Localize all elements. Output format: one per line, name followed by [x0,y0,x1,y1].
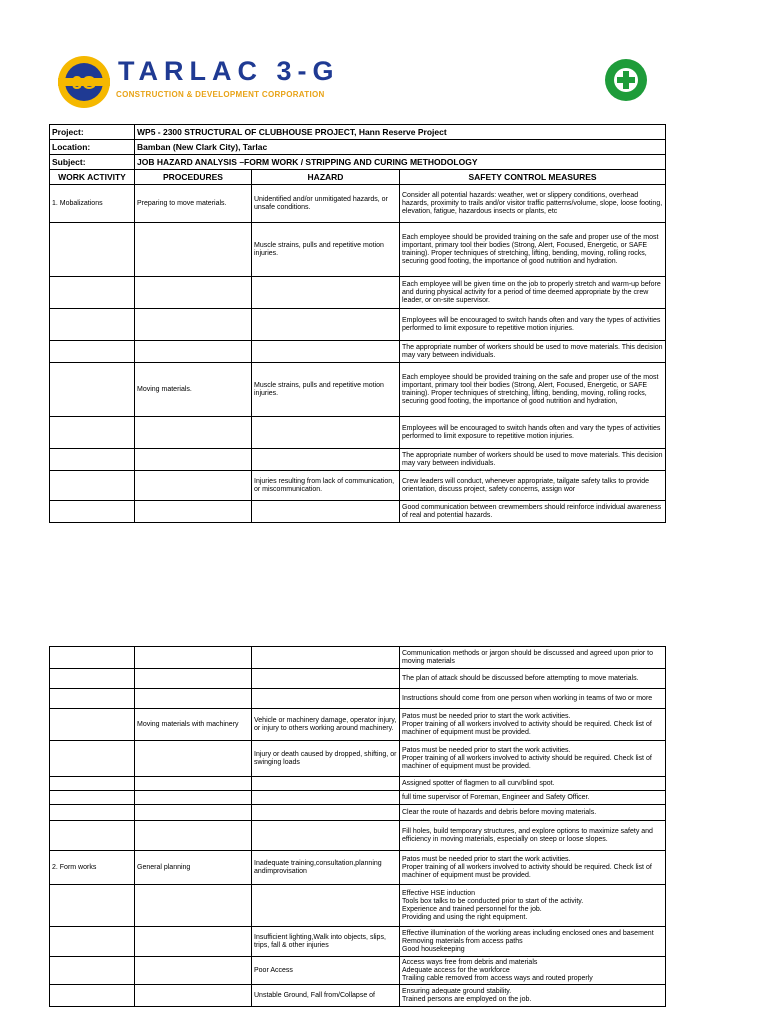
cell-activity [50,985,135,1007]
cell-control: Patos must be needed prior to start the work activities. Proper training of all workers involved to activity should be required. Check list of machiner of equipment must be provided. [400,741,666,777]
cell-hazard [252,647,400,669]
cell-activity [50,709,135,741]
table-row [50,277,666,309]
table-row [50,669,666,689]
cell-activity [50,791,135,805]
project-row [50,125,666,140]
cell-activity [50,927,135,957]
cell-control: Assigned spotter of flagmen to all curv/blind spot. [400,777,666,791]
cell-procedure: Preparing to move materials. [135,185,252,223]
table-row [50,185,666,223]
table-row [50,957,666,985]
project-label: Project: [50,125,135,140]
location-label: Location: [50,140,135,155]
cell-activity: 2. Form works [50,851,135,885]
subject-value: JOB HAZARD ANALYSIS –FORM WORK / STRIPPING AND CURING METHODOLOGY [135,155,666,170]
cell-procedure [135,927,252,957]
table-row [50,777,666,791]
cell-control: Consider all potential hazards: weather, wet or slippery conditions, overhead hazards, proximity to trails and/or visitor traffic patterns/volume, slope, loose footing, elevation, fatigue, hazardous insects or plants, etc [400,185,666,223]
cell-procedure [135,501,252,523]
cell-control: Ensuring adequate ground stability. Trained persons are employed on the job. [400,985,666,1007]
cell-procedure [135,689,252,709]
column-header-hazard: HAZARD [252,170,400,185]
cell-activity [50,501,135,523]
cell-hazard [252,277,400,309]
table2-body [50,647,666,1007]
safety-first-icon [604,58,648,102]
cell-activity [50,341,135,363]
cell-activity [50,777,135,791]
table-row [50,885,666,927]
column-header-procedures: PROCEDURES [135,170,252,185]
cell-hazard: Unidentified and/or unmitigated hazards, or unsafe conditions. [252,185,400,223]
company-subtitle: CONSTRUCTION & DEVELOPMENT CORPORATION [116,90,325,99]
cell-hazard: Injuries resulting from lack of communication, or miscommunication. [252,471,400,501]
table-row [50,985,666,1007]
cell-hazard: Inadequate training,consultation,planning andimprovisation [252,851,400,885]
cell-control: Each employee will be given time on the job to properly stretch and warm-up before and during physical activity for a period of time deemed appropriate by the crew leader, or on-site supervisor. [400,277,666,309]
subject-label: Subject: [50,155,135,170]
cell-activity [50,449,135,471]
cell-control: Each employee should be provided training on the safe and proper use of the most important, primary tool their bodies (Strong, Alert, Focused, Energetic, or SAFE training). Proper techniques of stretching, lifting, bending, moving, rolling rocks, securing good footing, the importance of good nutrition and hydration, [400,363,666,417]
cell-control: Each employee should be provided training on the safe and proper use of the most important, primary tool their bodies (Strong, Alert, Focused, Energetic, or SAFE training). Proper techniques of stretching, lifting, bending, moving, rolling rocks, securing good footing, the importance of good nutrition and hydration. [400,223,666,277]
table-row [50,417,666,449]
table-row [50,791,666,805]
cell-control: full time supervisor of Foreman, Engineer and Safety Officer. [400,791,666,805]
cell-control: Access ways free from debris and materials Adequate access for the workforce Trailing cable removed from access ways and routed properly [400,957,666,985]
cell-hazard [252,885,400,927]
cell-procedure [135,471,252,501]
cell-hazard [252,821,400,851]
svg-text:3G: 3G [71,73,97,93]
table-row [50,223,666,277]
hazard-analysis-table [49,124,666,523]
cell-activity [50,471,135,501]
cell-activity [50,363,135,417]
table1-body [50,185,666,523]
cell-hazard: Muscle strains, pulls and repetitive motion injuries. [252,363,400,417]
table-row [50,449,666,471]
company-name: TARLAC 3-G [118,56,340,86]
cell-procedure [135,885,252,927]
cell-control: Effective illumination of the working areas including enclosed ones and basement Removing materials from access paths Good housekeeping [400,927,666,957]
cell-activity [50,223,135,277]
table-row [50,501,666,523]
cell-hazard: Muscle strains, pulls and repetitive motion injuries. [252,223,400,277]
table-row [50,341,666,363]
table-row [50,927,666,957]
cell-hazard: Insufficient lighting,Walk into objects, slips, trips, fall & other injuries [252,927,400,957]
location-row [50,140,666,155]
cell-procedure [135,821,252,851]
cell-hazard: Vehicle or machinery damage, operator injury, or injury to others working around machinery. [252,709,400,741]
cell-hazard: Poor Access [252,957,400,985]
cell-control: Crew leaders will conduct, whenever appropriate, tailgate safety talks to provide orientation, discuss project, safety concerns, assign wor [400,471,666,501]
column-header-row [50,170,666,185]
cell-procedure [135,449,252,471]
table-row [50,471,666,501]
hazard-analysis-table-continued [49,646,666,1007]
cell-procedure [135,647,252,669]
location-value: Bamban (New Clark City), Tarlac [135,140,666,155]
cell-hazard [252,501,400,523]
company-logo-icon [56,54,112,110]
cell-activity [50,417,135,449]
cell-control: The plan of attack should be discussed before attempting to move materials. [400,669,666,689]
cell-control: The appropriate number of workers should be used to move materials. This decision may vary between individuals. [400,341,666,363]
cell-hazard [252,449,400,471]
table-row [50,741,666,777]
cell-hazard [252,791,400,805]
cell-hazard [252,669,400,689]
cell-procedure [135,223,252,277]
cell-control: Employees will be encouraged to switch hands often and vary the types of activities performed to limit exposure to repetitive motion injuries. [400,417,666,449]
cell-control: Employees will be encouraged to switch hands often and vary the types of activities performed to limit exposure to repetitive motion injuries. [400,309,666,341]
table-row [50,805,666,821]
cell-hazard [252,309,400,341]
column-header-activity: WORK ACTIVITY [50,170,135,185]
subject-row [50,155,666,170]
cell-activity [50,277,135,309]
cell-control: Instructions should come from one person when working in teams of two or more [400,689,666,709]
cell-procedure [135,805,252,821]
cell-hazard [252,777,400,791]
cell-activity [50,957,135,985]
cell-control: Fill holes, build temporary structures, and explore options to maximize safety and efficiency in moving materials, especially on steep or loose slopes. [400,821,666,851]
cell-control: Patos must be needed prior to start the work activities. Proper training of all workers involved to activity should be required. Check list of machiner of equipment must be provided. [400,851,666,885]
cell-procedure: Moving materials with machinery [135,709,252,741]
cell-activity [50,805,135,821]
cell-hazard [252,805,400,821]
table-row [50,647,666,669]
table-row [50,309,666,341]
cell-procedure [135,417,252,449]
table-row [50,363,666,417]
cell-procedure [135,309,252,341]
table-row [50,851,666,885]
cell-procedure [135,341,252,363]
cell-procedure [135,669,252,689]
cell-hazard [252,341,400,363]
cell-control: Communication methods or jargon should be discussed and agreed upon prior to moving materials [400,647,666,669]
cell-procedure [135,985,252,1007]
table-row [50,821,666,851]
cell-procedure: General planning [135,851,252,885]
cell-control: Patos must be needed prior to start the work activities. Proper training of all workers involved to activity should be required. Check list of machiner of equipment must be provided. [400,709,666,741]
project-value: WP5 - 2300 STRUCTURAL OF CLUBHOUSE PROJECT, Hann Reserve Project [135,125,666,140]
document-header [0,0,768,120]
cell-hazard [252,689,400,709]
table-row [50,709,666,741]
cell-activity: 1. Mobalizations [50,185,135,223]
cell-activity [50,309,135,341]
cell-activity [50,669,135,689]
cell-activity [50,647,135,669]
cell-procedure: Moving materials. [135,363,252,417]
table-row [50,689,666,709]
cell-control: Clear the route of hazards and debris before moving materials. [400,805,666,821]
cell-procedure [135,791,252,805]
cell-activity [50,885,135,927]
column-header-controls: SAFETY CONTROL MEASURES [400,170,666,185]
cell-procedure [135,741,252,777]
cell-control: The appropriate number of workers should be used to move materials. This decision may vary between individuals. [400,449,666,471]
cell-procedure [135,777,252,791]
cell-hazard [252,417,400,449]
cell-activity [50,821,135,851]
cell-hazard: Injury or death caused by dropped, shifting, or swinging loads [252,741,400,777]
cell-activity [50,741,135,777]
cell-procedure [135,277,252,309]
cell-control: Good communication between crewmembers should reinforce individual awareness of real and potential hazards. [400,501,666,523]
cell-activity [50,689,135,709]
cell-control: Effective HSE induction Tools box talks to be conducted prior to start of the activity. Experience and trained personnel for the job. Providing and using the right equipment. [400,885,666,927]
cell-hazard: Unstable Ground, Fall from/Collapse of [252,985,400,1007]
cell-procedure [135,957,252,985]
